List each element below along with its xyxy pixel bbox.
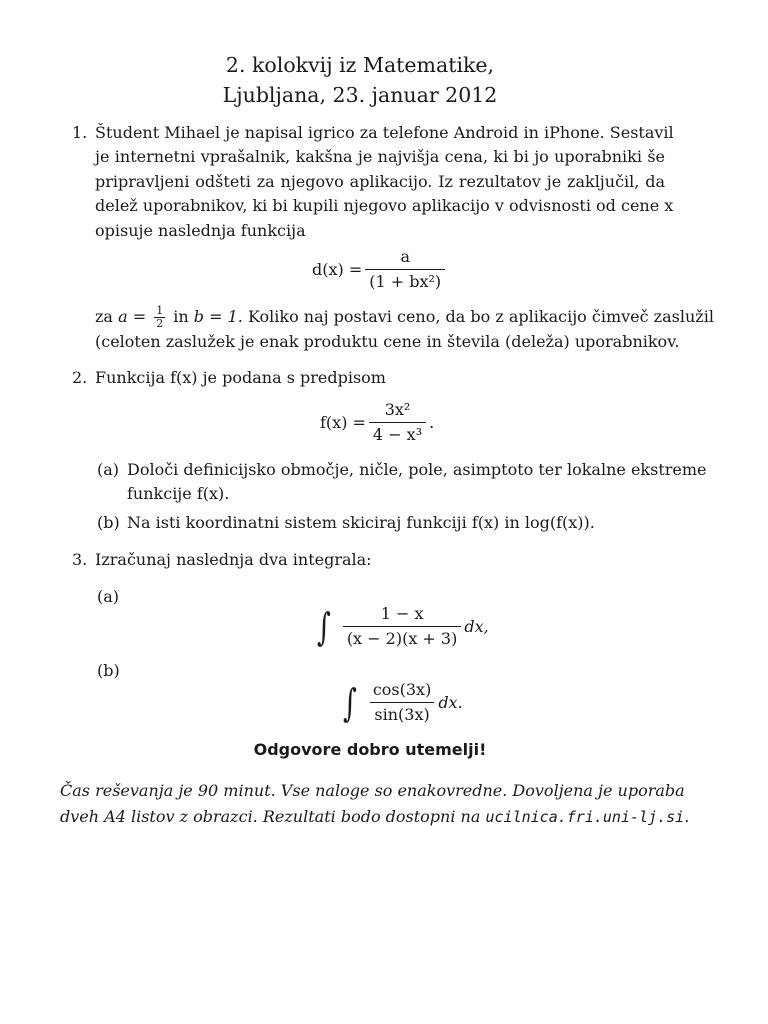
- fraction-denominator: 4 − x³: [369, 422, 426, 445]
- subpart-label: (b): [97, 661, 120, 680]
- integral-a: [314, 604, 489, 649]
- formula-lhs: f(x) =: [320, 412, 366, 432]
- subpart-text: [127, 511, 667, 535]
- integral-sign: ∫: [342, 680, 357, 725]
- fraction-numerator: cos(3x): [372, 680, 432, 699]
- inline-text: in: [173, 307, 189, 326]
- page-title: 2. kolokvij iz Matematike,: [225, 53, 495, 77]
- problem-number: 2.: [72, 368, 88, 387]
- subpart-line: Na isti koordinatni sistem skiciraj funkciji f(x) in log(f(x)).: [127, 513, 595, 532]
- inline-fraction: [154, 305, 165, 330]
- fraction-numerator: a: [400, 247, 410, 266]
- footer-text: dveh A4 listov z obrazci. Rezultati bodo dostopni na: [60, 807, 481, 826]
- page-subtitle: Ljubljana, 23. januar 2012: [222, 83, 498, 107]
- inline-text: za: [95, 307, 113, 326]
- subpart-text: [127, 458, 707, 507]
- problem-line: Izračunaj naslednja dva integrala:: [95, 550, 372, 569]
- fraction: [369, 680, 436, 725]
- fraction-denominator: sin(3x): [370, 702, 433, 725]
- problem-line: [95, 304, 714, 330]
- inline-math: a =: [118, 307, 147, 326]
- problem-line: opisuje naslednja funkcija: [95, 220, 306, 240]
- fraction: [343, 604, 462, 649]
- problem-line: Študent Mihael je napisal igrico za telefone Android in iPhone. Sestavil: [95, 123, 674, 142]
- course-url: ucilnica.fri.uni-lj.si: [485, 808, 685, 826]
- problem-line: (celoten zaslužek je enak produktu cene in števila (deleža) uporabnikov.: [95, 332, 680, 351]
- problem-text-continued: [95, 304, 714, 354]
- footer-line: [60, 804, 690, 830]
- formula-f: [320, 400, 434, 445]
- footer-text-end: .: [684, 807, 690, 826]
- subpart-label: (a): [97, 460, 120, 479]
- problem-line: Funkcija f(x) je podana s predpisom: [95, 368, 386, 387]
- closing-note: Odgovore dobro utemelji!: [253, 740, 487, 759]
- fraction-denominator: (1 + bx²): [365, 269, 445, 292]
- problem-line: pripravljeni odšteti za njegovo aplikacijo. Iz rezultatov je zaključil, da: [95, 171, 665, 191]
- formula-lhs: d(x) =: [312, 259, 363, 279]
- footer-note: [60, 778, 690, 830]
- integral-b: [340, 680, 463, 725]
- fraction-numerator: 1: [156, 304, 164, 317]
- formula-trail: .: [429, 412, 435, 432]
- problem-text: [95, 366, 665, 390]
- fraction: [369, 400, 426, 445]
- problem-number: 1.: [72, 123, 88, 142]
- subpart-line: Določi definicijsko območje, ničle, pole, asimptoto ter lokalne ekstreme: [127, 460, 707, 479]
- inline-text: Koliko naj postavi ceno, da bo z aplikacijo čimveč zaslužil: [247, 307, 714, 326]
- fraction: [365, 247, 445, 292]
- subpart-label: (a): [97, 587, 120, 606]
- fraction-denominator: 2: [156, 317, 164, 330]
- problem-line: je internetni vprašalnik, kakšna je najvišja cena, ki bi jo uporabniki še: [95, 147, 665, 167]
- footer-line: Čas reševanja je 90 minut. Vse naloge so enakovredne. Dovoljena je uporaba: [60, 781, 685, 800]
- integral-differential: dx,: [464, 616, 489, 636]
- formula-d: [312, 247, 448, 292]
- problem-text: [95, 548, 665, 572]
- integral-differential: dx.: [438, 692, 463, 712]
- integral-sign: ∫: [316, 604, 331, 649]
- problem-line: delež uporabnikov, ki bi kupili njegovo aplikacijo v odvisnosti od cene x: [95, 196, 674, 216]
- fraction-numerator: 1 − x: [380, 604, 424, 623]
- subpart-label: (b): [97, 513, 120, 532]
- fraction-numerator: 3x²: [384, 400, 411, 419]
- subpart-line: funkcije f(x).: [127, 484, 230, 504]
- problem-number: 3.: [72, 550, 88, 569]
- fraction-denominator: (x − 2)(x + 3): [343, 626, 462, 649]
- problem-text: [95, 121, 674, 243]
- inline-math: b = 1.: [193, 307, 243, 326]
